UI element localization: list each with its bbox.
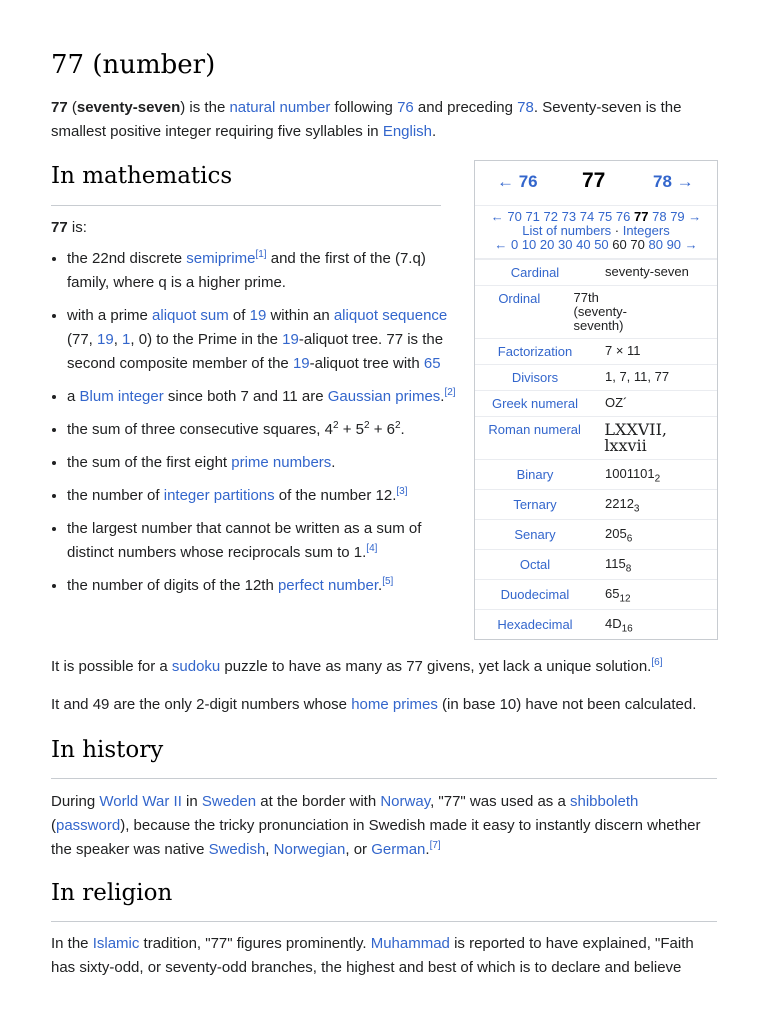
is-number: 77 bbox=[51, 219, 68, 236]
ordinal-label[interactable]: Ordinal bbox=[498, 291, 541, 306]
intro-text: ( bbox=[67, 99, 77, 116]
home-primes-link[interactable]: home primes bbox=[351, 696, 438, 713]
fact-text: since both 7 and 11 are bbox=[163, 388, 328, 405]
fact-text: of bbox=[228, 307, 250, 324]
nav-tens-row bbox=[475, 238, 717, 252]
divisors-label[interactable]: Divisors bbox=[511, 370, 559, 385]
para-text: ), because the tricky pronunciation in Swedish made it easy to instantly discern whether the speaker was native bbox=[51, 817, 701, 858]
hexadecimal-value bbox=[595, 610, 717, 639]
intro-paragraph bbox=[51, 96, 711, 144]
nav-right-arrow[interactable]: → bbox=[688, 209, 702, 224]
duodecimal-digits: 65 bbox=[605, 586, 620, 601]
next-number-link[interactable]: 78 → bbox=[653, 172, 694, 191]
fact-text: , bbox=[113, 331, 123, 348]
fact-text: the largest number that cannot be written as a sum of distinct numbers whose reciprocals sum to 1. bbox=[67, 520, 422, 561]
norwegian-link[interactable]: Norwegian bbox=[273, 841, 346, 858]
integer-partitions-link[interactable]: integer partitions bbox=[163, 487, 275, 504]
cardinal-value: seventy-seven bbox=[605, 264, 689, 279]
blum-integer-link[interactable]: Blum integer bbox=[79, 388, 164, 405]
semiprime-link[interactable]: semiprime bbox=[186, 250, 256, 267]
fact-text: . bbox=[331, 454, 336, 471]
infobox-row-cardinal bbox=[475, 259, 717, 285]
perfect-number-link[interactable]: perfect number bbox=[277, 577, 379, 594]
list-item bbox=[67, 304, 462, 376]
math-facts-list bbox=[51, 247, 462, 607]
divisors-value: 1, 7, 11, 77 bbox=[605, 369, 670, 384]
fact-text: a bbox=[67, 388, 80, 405]
nav-tens[interactable]: 0 bbox=[510, 237, 519, 252]
infobox-row-octal bbox=[475, 549, 717, 579]
para-text: . bbox=[425, 841, 430, 858]
ref-7[interactable]: [7] bbox=[429, 840, 441, 851]
section-divider bbox=[51, 205, 441, 206]
hexadecimal-base: 16 bbox=[621, 623, 633, 635]
nav-tens[interactable]: 40 bbox=[576, 237, 591, 252]
ref-5[interactable]: [5] bbox=[382, 576, 394, 587]
ternary-value bbox=[595, 490, 717, 519]
ref-4[interactable]: [4] bbox=[366, 543, 378, 554]
infobox-row-duodecimal bbox=[475, 579, 717, 609]
greek-numeral-label[interactable]: Greek numeral bbox=[492, 396, 578, 411]
intro-text: following bbox=[330, 99, 398, 116]
nav-number[interactable]: 70 bbox=[507, 209, 522, 224]
integers-link[interactable]: Integers bbox=[622, 223, 670, 238]
fact-text: the sum of the first eight bbox=[67, 454, 232, 471]
list-item bbox=[67, 385, 462, 409]
fact-text: + 6 bbox=[369, 421, 395, 438]
infobox-row-ordinal bbox=[475, 285, 717, 338]
ternary-digits: 2212 bbox=[605, 496, 634, 511]
english-link[interactable]: English bbox=[382, 123, 433, 140]
ordinal-value: 77th (seventy-seventh) bbox=[573, 290, 628, 333]
nav-number[interactable]: 75 bbox=[597, 209, 613, 224]
nav-number[interactable]: 72 bbox=[543, 209, 558, 224]
section-divider bbox=[51, 778, 717, 779]
sudoku-paragraph bbox=[51, 655, 731, 679]
nav-tens[interactable]: 90 bbox=[666, 237, 682, 252]
duodecimal-value bbox=[595, 580, 717, 609]
history-paragraph bbox=[51, 790, 719, 862]
fact-text: the sum of three consecutive squares, 4 bbox=[67, 421, 333, 438]
fact-text: -aliquot tree with bbox=[309, 355, 424, 372]
nav-tens[interactable]: 10 bbox=[521, 237, 537, 252]
link-1[interactable]: 1 bbox=[122, 331, 131, 348]
list-item bbox=[67, 247, 462, 295]
infobox-row-divisors bbox=[475, 364, 717, 390]
link-78[interactable]: 78 bbox=[517, 99, 534, 116]
fact-text: -aliquot tree. 77 is the second composite member of the bbox=[67, 331, 444, 372]
nav-tens[interactable]: 80 bbox=[648, 237, 663, 252]
para-text: It is possible for a bbox=[51, 658, 172, 675]
factorization-value: 7 × 11 bbox=[605, 343, 641, 358]
hexadecimal-digits: 4D bbox=[605, 616, 622, 631]
para-text: tradition, "77" figures prominently. bbox=[139, 935, 371, 952]
senary-value bbox=[595, 520, 717, 549]
swedish-link[interactable]: Swedish bbox=[208, 841, 266, 858]
fact-text: of the number 12. bbox=[274, 487, 397, 504]
sudoku-link[interactable]: sudoku bbox=[171, 658, 221, 675]
link-19[interactable]: 19 bbox=[282, 331, 299, 348]
nav-separator: · bbox=[611, 223, 623, 238]
nav-tens[interactable]: 50 bbox=[594, 237, 609, 252]
para-text: (in base 10) have not been calculated. bbox=[437, 696, 697, 713]
list-item bbox=[67, 574, 462, 598]
is-text: is: bbox=[67, 219, 87, 236]
link-19[interactable]: 19 bbox=[249, 307, 267, 324]
para-text: During bbox=[51, 793, 100, 810]
link-19[interactable]: 19 bbox=[97, 331, 114, 348]
aliquot-sum-link[interactable]: aliquot sum bbox=[152, 307, 229, 324]
cardinal-label[interactable]: Cardinal bbox=[510, 265, 560, 280]
para-text: ( bbox=[51, 817, 56, 834]
fact-text: with a prime bbox=[67, 307, 153, 324]
nav-left-arrow[interactable]: ← bbox=[490, 209, 504, 224]
roman-numeral-label[interactable]: Roman numeral bbox=[488, 422, 581, 437]
sweden-link[interactable]: Sweden bbox=[201, 793, 257, 810]
octal-base: 8 bbox=[625, 563, 632, 575]
infobox-row-senary bbox=[475, 519, 717, 549]
para-text: is reported to have explained, "Faith has sixty-odd, or seventy-odd branches, the highest and best of which is to declare and believe bbox=[51, 935, 694, 976]
password-link[interactable]: password bbox=[56, 817, 121, 834]
factorization-label[interactable]: Factorization bbox=[497, 344, 573, 359]
list-item bbox=[67, 484, 462, 508]
german-link[interactable]: German bbox=[371, 841, 426, 858]
nav-tens-current: 60 bbox=[612, 237, 627, 252]
intro-text: . Seventy-seven is the smallest positive integer requiring five syllables in bbox=[51, 99, 682, 140]
fact-text: . bbox=[400, 421, 405, 438]
list-of-numbers-link[interactable]: List of numbers bbox=[522, 223, 612, 238]
natural-number-link[interactable]: natural number bbox=[229, 99, 331, 116]
octal-digits: 115 bbox=[605, 556, 626, 571]
intro-number: 77 bbox=[51, 99, 68, 116]
para-text: In the bbox=[51, 935, 93, 952]
para-text: , bbox=[265, 841, 274, 858]
fact-text: , 0) to the Prime in the bbox=[130, 331, 283, 348]
nav-tens-current: 70 bbox=[630, 237, 645, 252]
prime-numbers-link[interactable]: prime numbers bbox=[231, 454, 332, 471]
intro-text: and preceding bbox=[413, 99, 518, 116]
senary-digits: 205 bbox=[605, 526, 627, 541]
gaussian-primes-link[interactable]: Gaussian primes bbox=[327, 388, 441, 405]
nav-number[interactable]: 74 bbox=[579, 209, 595, 224]
fact-text: . bbox=[378, 577, 383, 594]
page-title: 77 (number) bbox=[51, 50, 216, 80]
current-number: 77 bbox=[582, 169, 606, 192]
binary-base: 2 bbox=[654, 473, 661, 485]
nav-right-arrow[interactable]: → bbox=[684, 237, 698, 252]
section-heading-mathematics: In mathematics bbox=[51, 163, 233, 189]
intro-text: ) is the bbox=[180, 99, 230, 116]
infobox-row-binary bbox=[475, 459, 717, 489]
fact-text: the number of digits of the 12th bbox=[67, 577, 278, 594]
infobox-row-greek bbox=[475, 390, 717, 416]
link-65[interactable]: 65 bbox=[423, 355, 441, 372]
binary-value bbox=[595, 460, 717, 489]
ref-1[interactable]: [1] bbox=[255, 249, 267, 260]
nav-tens[interactable]: 20 bbox=[539, 237, 555, 252]
world-war-ii-link[interactable]: World War II bbox=[99, 793, 182, 810]
ref-3[interactable]: [3] bbox=[396, 486, 408, 497]
intro-words: seventy-seven bbox=[76, 99, 181, 116]
list-item bbox=[67, 418, 462, 442]
duodecimal-base: 12 bbox=[619, 593, 631, 605]
ternary-base: 3 bbox=[633, 503, 640, 515]
link-76[interactable]: 76 bbox=[397, 99, 414, 116]
home-primes-paragraph bbox=[51, 693, 731, 717]
hexadecimal-label[interactable]: Hexadecimal bbox=[497, 617, 573, 632]
exponent: 2 bbox=[363, 420, 370, 431]
para-text: in bbox=[181, 793, 202, 810]
nav-tens[interactable]: 30 bbox=[558, 237, 573, 252]
list-item bbox=[67, 451, 462, 475]
fact-text: . bbox=[440, 388, 445, 405]
shibboleth-link[interactable]: shibboleth bbox=[569, 793, 639, 810]
senary-base: 6 bbox=[626, 533, 633, 545]
nav-left-arrow[interactable]: ← bbox=[494, 237, 508, 252]
greek-numeral-value: ΟΖ´ bbox=[605, 395, 628, 410]
number-navigation bbox=[475, 206, 717, 259]
octal-value bbox=[595, 550, 717, 579]
nav-number[interactable]: 73 bbox=[561, 209, 577, 224]
nav-number[interactable]: 71 bbox=[525, 209, 540, 224]
binary-digits: 1001101 bbox=[605, 466, 655, 481]
fact-text: and the first of the (7.q) family, where q is a higher prime. bbox=[67, 250, 426, 291]
exponent: 2 bbox=[332, 420, 339, 431]
fact-text: the number of bbox=[67, 487, 164, 504]
intro-text: . bbox=[432, 123, 437, 140]
ref-2[interactable]: [2] bbox=[444, 387, 456, 398]
prev-number-link[interactable]: ← 76 bbox=[497, 172, 538, 191]
nav-number[interactable]: 79 bbox=[670, 209, 685, 224]
is-line bbox=[51, 216, 451, 240]
para-text: It and 49 are the only 2-digit numbers whose bbox=[51, 696, 352, 713]
infobox-row-ternary bbox=[475, 489, 717, 519]
roman-numeral-value: LXXVII, lxxvii bbox=[604, 420, 667, 455]
octal-label[interactable]: Octal bbox=[519, 557, 551, 572]
senary-label[interactable]: Senary bbox=[514, 527, 556, 542]
infobox-row-hexadecimal bbox=[475, 609, 717, 639]
muhammad-link[interactable]: Muhammad bbox=[370, 935, 450, 952]
fact-text: (77, bbox=[67, 331, 98, 348]
norway-link[interactable]: Norway bbox=[380, 793, 431, 810]
infobox-row-factorization bbox=[475, 338, 717, 364]
section-divider bbox=[51, 921, 717, 922]
para-text: puzzle to have as many as 77 givens, yet lack a unique solution. bbox=[220, 658, 652, 675]
para-text: , "77" was used as a bbox=[430, 793, 570, 810]
religion-paragraph bbox=[51, 932, 719, 980]
section-heading-religion: In religion bbox=[51, 880, 173, 906]
section-heading-history: In history bbox=[51, 737, 164, 763]
infobox-row-roman bbox=[475, 416, 717, 459]
nav-lists-row bbox=[475, 224, 717, 238]
link-19[interactable]: 19 bbox=[292, 355, 310, 372]
nav-number[interactable]: 78 bbox=[652, 209, 667, 224]
binary-label[interactable]: Binary bbox=[516, 467, 554, 482]
fact-text: within an bbox=[266, 307, 334, 324]
exponent: 2 bbox=[394, 420, 401, 431]
nav-current-number: 77 bbox=[634, 209, 649, 224]
islamic-link[interactable]: Islamic bbox=[92, 935, 140, 952]
number-infobox bbox=[474, 160, 718, 640]
duodecimal-label[interactable]: Duodecimal bbox=[500, 587, 570, 602]
aliquot-sequence-link[interactable]: aliquot sequence bbox=[333, 307, 448, 324]
fact-text: the 22nd discrete bbox=[67, 250, 187, 267]
fact-text: + 5 bbox=[338, 421, 364, 438]
infobox-header bbox=[475, 161, 717, 206]
ref-6[interactable]: [6] bbox=[651, 657, 663, 668]
nav-number[interactable]: 76 bbox=[615, 209, 631, 224]
ternary-label[interactable]: Ternary bbox=[513, 497, 557, 512]
nav-numbers-row bbox=[475, 210, 717, 224]
list-item bbox=[67, 517, 462, 565]
para-text: at the border with bbox=[256, 793, 381, 810]
para-text: , or bbox=[345, 841, 372, 858]
